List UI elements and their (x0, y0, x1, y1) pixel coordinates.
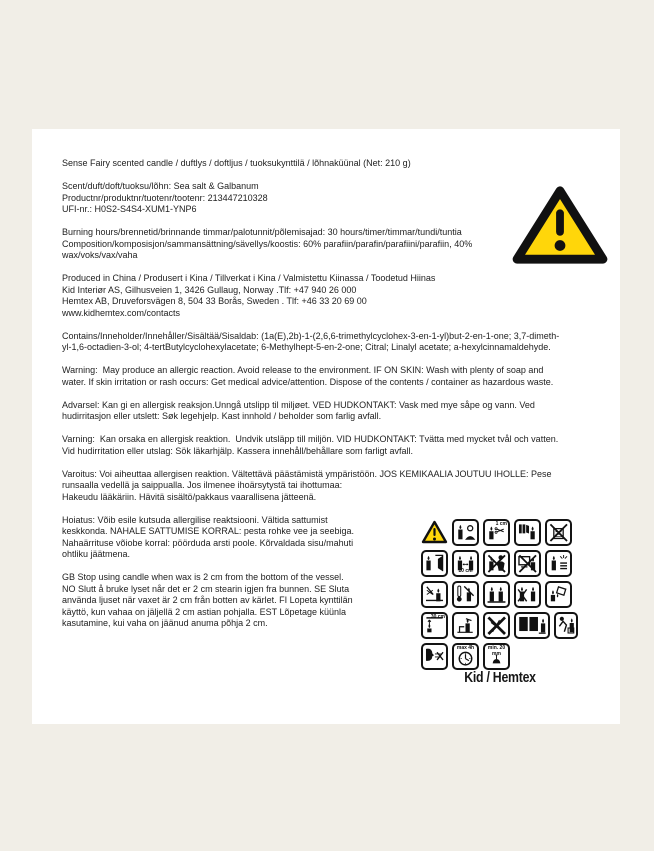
stop-using-2cm-multilang-line: kasutamine, kui vaha on jäänud anuma põhja 2 cm. (62, 618, 268, 628)
warning-triangle-icon (421, 519, 448, 546)
contains-ingredients (62, 331, 559, 354)
burning-composition-info-line: Burning hours/brennetid/brinnande timmar/palotunnit/põlemisajad: 30 hours/timer/timmar/tundi/tuntia (62, 227, 462, 237)
hoiatus-est-line: keskkonda. NAHALE SATTUMISE KORRAL: pesta rohke vee ja seebiga. (62, 526, 354, 536)
keep-wax-pool-clear-icon (421, 581, 448, 608)
do-not-place-near-heat-icon (452, 581, 479, 608)
producer-info-line: Hemtex AB, Druveforsvägen 8, 504 33 Borås, Sweden . Tlf: +46 33 20 69 00 (62, 296, 367, 306)
warning-triangle-icon (508, 183, 612, 267)
burn-out-of-reach-icon (554, 612, 578, 639)
producer-info-line: Kid Interiør AS, Gilhusveien 1, 3426 Gullaug, Norway .Tlf: +47 940 26 000 (62, 284, 357, 295)
keep-candles-apart-icon (452, 550, 479, 577)
scent-product-info-line: Scent/duft/doft/tuoksu/lõhn: Sea salt & Galbanum (62, 181, 259, 191)
place-candles-upright-icon (483, 581, 510, 608)
pictogram-row-4 (421, 612, 579, 639)
scent-product-info-line: Productnr/produktnr/tuotenr/tootenr: 213447210328 (62, 192, 268, 203)
varning-se-line: Vid hudirritation eller utslag: Sök läkarhjälp. Kassera innehåll/behållare som farligt avfall. (62, 445, 414, 456)
warning-triangle-glyph (421, 519, 448, 546)
varoitus-fi (62, 469, 559, 504)
min-wax-depth-icon-label: min. 20 mm (487, 645, 506, 657)
keep-clearance-above-icon-label: 30 cm (430, 614, 445, 620)
do-not-place-near-heat-glyph (454, 583, 477, 606)
trim-wick-icon (483, 519, 510, 546)
varning-se (62, 434, 559, 457)
stop-using-2cm-multilang-line: GB Stop using candle when wax is 2 cm from the bottom of the vessel. (62, 572, 344, 582)
keep-away-from-curtains-icon (514, 612, 550, 639)
scent-product-info-line: UFI-nr.: H0S2-S4S4-XUM1-YNP6 (62, 204, 197, 214)
trim-wick-icon-label: 1 cm (495, 521, 507, 527)
advarsel-no-line: hudirritasjon eller utslett: Søk legehjelp. Kast innhold / beholder som farlig avfall. (62, 411, 382, 421)
keep-away-from-curtains-glyph (516, 614, 548, 637)
contains-ingredients-line: Contains/Inneholder/Innehåller/Sisältää/Sisaldab: (1a(E),2b)-1-(2,6,6-trimethylcyclohex-3-en-1-yl)but-2-en-1-one; 3,7-dimeth- (62, 330, 560, 341)
advarsel-no-line: Advarsel: Kan gi en allergisk reaksjon.Unngå utslipp til miljøet. VED HUDKONTAKT: Vask med mye såpe og vann. Ved (62, 399, 535, 410)
varoitus-fi-line: Hakeudu lääkäriin. Hävitä sisältö/pakkaus vaarallisena jätteenä. (62, 491, 317, 502)
do-not-burn-candle-down-completely-icon (545, 519, 572, 546)
pictogram-row-5 (421, 643, 579, 670)
varoitus-fi-line: runsaalla vedellä ja saippualla. Jos ilmenee ihoärsytystä tai ihottumaa: (62, 480, 343, 490)
varoitus-fi-line: Varoitus: Voi aiheuttaa allergisen reaktion. Vältettävä päästämistä ympäristöön. JOS KEMIKAALIA JOUTUU IHOLLE: Pese (62, 468, 552, 479)
burn-out-of-reach-glyph (556, 614, 576, 637)
avoid-draughts-icon (421, 550, 448, 577)
do-not-insert-objects-icon (483, 612, 510, 639)
burning-composition-info-line: wax/voks/vax/vaha (62, 250, 138, 260)
keep-clearance-above-icon (421, 612, 448, 639)
hoiatus-est-line: Hoiatus: Võib esile kutsuda allergilise reaktsiooni. Vältida sattumist (62, 514, 328, 525)
brand-wordmark: Kid / Hemtex (464, 669, 536, 686)
pictogram-row-3 (421, 581, 579, 608)
keep-out-of-reach-of-children-and-pets-glyph (485, 552, 508, 575)
keep-away-from-flammable-objects-glyph (516, 521, 539, 544)
max-burning-time-icon-label: max 4h (456, 645, 475, 651)
producer-info-line: www.kidhemtex.com/contacts (62, 307, 181, 318)
do-not-move-burning-candle-glyph (516, 583, 539, 606)
max-burning-time-icon (452, 643, 479, 670)
place-candles-upright-glyph (485, 583, 508, 606)
min-wax-depth-icon (483, 643, 510, 670)
candle-safety-label (32, 129, 620, 724)
do-not-place-on-tv-icon (514, 550, 541, 577)
keep-candles-apart-icon-label: 10 cm (458, 567, 473, 574)
do-not-extinguish-with-liquid-icon (545, 581, 572, 608)
burning-composition-info-line: Composition/komposisjon/sammansättning/sävellys/koostis: 60% parafiin/parafin/parafiini/parafiin, 40% (62, 238, 473, 249)
varning-se-line: Varning: Kan orsaka en allergisk reaktion. Undvik utsläpp till miljön. VID HUDKONTAKT: Tvätta med mycket tvål och vatten. (62, 434, 559, 444)
keep-wax-pool-clear-glyph (423, 583, 446, 606)
producer-info (62, 273, 559, 319)
use-suitable-holder-icon (452, 612, 479, 639)
safety-pictogram-grid (421, 519, 579, 674)
warning-en-line: water. If skin irritation or rash occurs: Get medical advice/attention. Dispose of the contents / container as hazardous waste. (62, 376, 554, 387)
do-not-extinguish-with-liquid-glyph (547, 583, 570, 606)
burning-composition-info (62, 227, 559, 262)
advarsel-no (62, 400, 559, 423)
hoiatus-est-line: ohtliku jäätmena. (62, 549, 131, 559)
contains-ingredients-line: yl-1,6-octadien-3-ol; 4-tertButylcyclohexylacetate; 6-Methylhept-5-en-2-one; Citral; Linalyl acetate; a-hexylcinnamaldehyde. (62, 342, 551, 352)
keep-away-from-heat-sources-glyph (547, 552, 570, 575)
do-not-place-on-tv-glyph (516, 552, 539, 575)
avoid-draughts-glyph (423, 552, 446, 575)
pictogram-row-2 (421, 550, 579, 577)
use-suitable-holder-glyph (454, 614, 477, 637)
warning-en (62, 365, 559, 388)
keep-away-from-flammable-objects-icon (514, 519, 541, 546)
producer-info-line: Produced in China / Produsert i Kina / Tillverkat i Kina / Valmistettu Kiinassa / Toodetud Hiinas (62, 273, 436, 283)
scent-product-info (62, 181, 559, 216)
do-not-blow-out-icon (421, 643, 448, 670)
exclamation-dot (555, 240, 566, 251)
exclamation-bar (556, 209, 564, 235)
do-not-insert-objects-glyph (485, 614, 508, 637)
hoiatus-est-line: Nahaärrituse võiobe korral: pöörduda arsti poole. Kõrvaldada sisu/mahuti (62, 537, 354, 548)
keep-out-of-reach-of-children-and-pets-icon (483, 550, 510, 577)
do-not-burn-candle-down-completely-glyph (547, 521, 570, 544)
product-title (62, 158, 559, 170)
do-not-move-burning-candle-icon (514, 581, 541, 608)
never-leave-burning-candle-unattended-icon (452, 519, 479, 546)
warning-en-line: Warning: May produce an allergic reaction. Avoid release to the environment. IF ON SKIN: Wash with plenty of soap and (62, 365, 544, 375)
pictogram-row-1 (421, 519, 579, 546)
keep-away-from-heat-sources-icon (545, 550, 572, 577)
stop-using-2cm-multilang-line: käyttö, kun vahaa on jäljellä 2 cm astian pohjalla. EST Lõpetage küünla (62, 606, 347, 617)
never-leave-burning-candle-unattended-glyph (454, 521, 477, 544)
stop-using-2cm-multilang-line: använda ljuset när vaxet är 2 cm från botten av kärlet. FI Lopeta kynttilän (62, 595, 353, 605)
product-title-line: Sense Fairy scented candle / duftlys / doftljus / tuoksukynttilä / lõhnaküünal (Net: 210 g) (62, 158, 411, 168)
stop-using-2cm-multilang-line: NO Slutt å bruke lyset når det er 2 cm stearin igjen fra bunnen. SE Sluta (62, 583, 350, 594)
do-not-blow-out-glyph (423, 645, 446, 668)
